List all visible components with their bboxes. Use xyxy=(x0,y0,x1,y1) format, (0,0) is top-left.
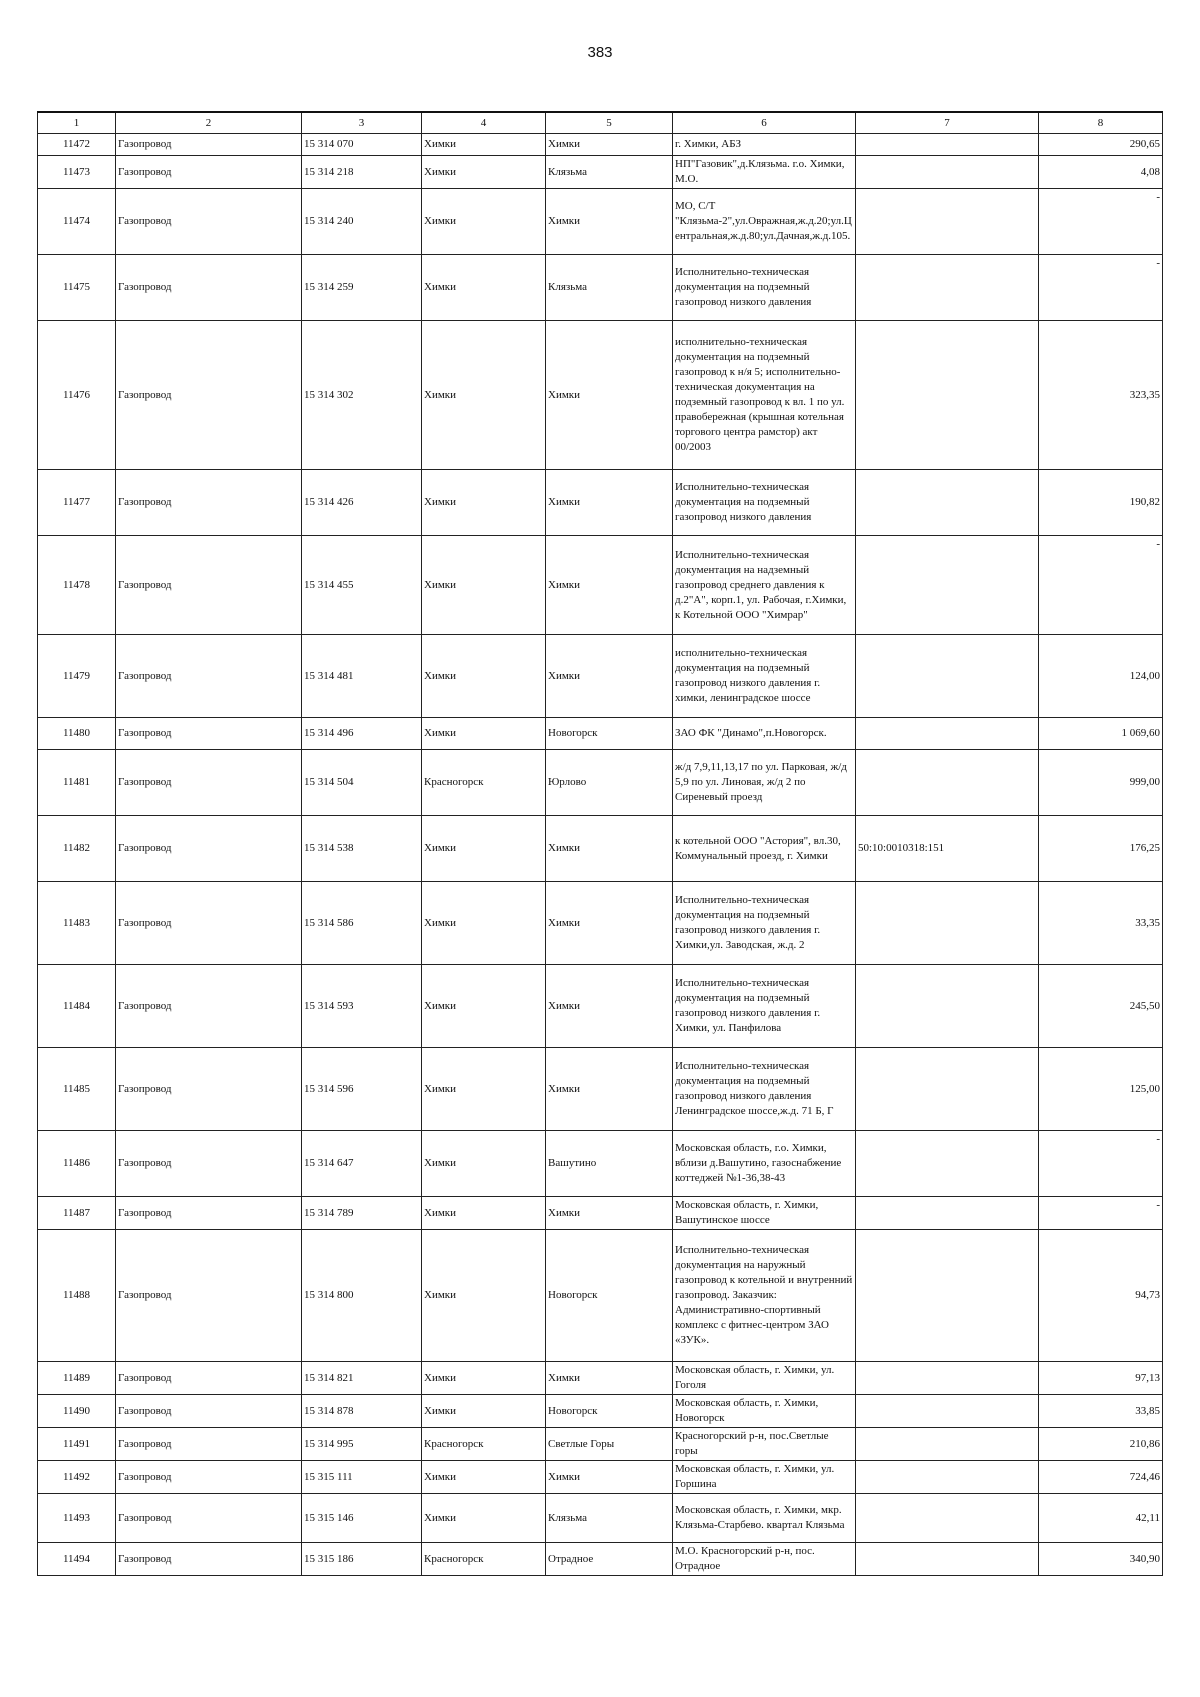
column-header: 4 xyxy=(422,112,546,134)
locality: Клязьма xyxy=(546,1494,673,1543)
row-number: 11494 xyxy=(38,1543,116,1576)
table-row xyxy=(38,1197,1163,1230)
locality: Клязьма xyxy=(546,156,673,189)
object-type: Газопровод xyxy=(116,134,302,156)
address: Исполнительно-техническая документация на подземный газопровод низкого давления г. Химки, ул. Панфилова xyxy=(673,965,856,1048)
district: Химки xyxy=(422,1494,546,1543)
object-code: 15 314 593 xyxy=(302,965,422,1048)
value: 724,46 xyxy=(1039,1461,1163,1494)
column-header: 1 xyxy=(38,112,116,134)
object-type: Газопровод xyxy=(116,750,302,816)
value: 1 069,60 xyxy=(1039,718,1163,750)
district: Химки xyxy=(422,965,546,1048)
object-code: 15 314 218 xyxy=(302,156,422,189)
locality: Химки xyxy=(546,882,673,965)
address: ж/д 7,9,11,13,17 по ул. Парковая, ж/д 5,9 по ул. Линовая, ж/д 2 по Сиреневый проезд xyxy=(673,750,856,816)
column-number-row xyxy=(38,112,1163,134)
object-code: 15 314 496 xyxy=(302,718,422,750)
address: Московская область, г. Химки, ул. Горшина xyxy=(673,1461,856,1494)
cadastral-number xyxy=(856,255,1039,321)
address: Исполнительно-техническая документация на надземный газопровод среднего давления к д.2"А", корп.1, ул. Рабочая, г.Химки, к Котельной ООО "Химрар" xyxy=(673,536,856,635)
object-type: Газопровод xyxy=(116,321,302,470)
address: Московская область, г. Химки, Новогорск xyxy=(673,1395,856,1428)
locality: Новогорск xyxy=(546,718,673,750)
table-row xyxy=(38,255,1163,321)
cadastral-number xyxy=(856,156,1039,189)
row-number: 11489 xyxy=(38,1362,116,1395)
locality: Химки xyxy=(546,189,673,255)
row-number: 11481 xyxy=(38,750,116,816)
column-header: 5 xyxy=(546,112,673,134)
column-header: 6 xyxy=(673,112,856,134)
object-code: 15 314 586 xyxy=(302,882,422,965)
table-row xyxy=(38,1395,1163,1428)
cadastral-number xyxy=(856,1543,1039,1576)
value: 323,35 xyxy=(1039,321,1163,470)
cadastral-number xyxy=(856,189,1039,255)
value: 124,00 xyxy=(1039,635,1163,718)
cadastral-number xyxy=(856,1428,1039,1461)
register-table xyxy=(37,111,1163,1576)
cadastral-number xyxy=(856,1395,1039,1428)
object-code: 15 315 146 xyxy=(302,1494,422,1543)
column-header: 2 xyxy=(116,112,302,134)
locality: Химки xyxy=(546,816,673,882)
cadastral-number xyxy=(856,1461,1039,1494)
district: Красногорск xyxy=(422,750,546,816)
cadastral-number xyxy=(856,1230,1039,1362)
object-type: Газопровод xyxy=(116,255,302,321)
object-code: 15 314 821 xyxy=(302,1362,422,1395)
district: Химки xyxy=(422,816,546,882)
object-code: 15 314 878 xyxy=(302,1395,422,1428)
table-row xyxy=(38,816,1163,882)
address: М.О. Красногорский р-н, пос. Отрадное xyxy=(673,1543,856,1576)
cadastral-number xyxy=(856,134,1039,156)
address: Московская область, г.о. Химки, вблизи д.Вашутино, газоснабжение коттеджей №1-36,38-43 xyxy=(673,1131,856,1197)
object-type: Газопровод xyxy=(116,1362,302,1395)
object-code: 15 314 800 xyxy=(302,1230,422,1362)
object-type: Газопровод xyxy=(116,965,302,1048)
value: - xyxy=(1039,189,1163,255)
cadastral-number xyxy=(856,882,1039,965)
table-row xyxy=(38,470,1163,536)
locality: Химки xyxy=(546,1461,673,1494)
row-number: 11478 xyxy=(38,536,116,635)
district: Химки xyxy=(422,156,546,189)
locality: Вашутино xyxy=(546,1131,673,1197)
locality: Химки xyxy=(546,1362,673,1395)
object-code: 15 314 481 xyxy=(302,635,422,718)
table-row xyxy=(38,1048,1163,1131)
cadastral-number xyxy=(856,321,1039,470)
district: Химки xyxy=(422,321,546,470)
district: Химки xyxy=(422,1395,546,1428)
value: 125,00 xyxy=(1039,1048,1163,1131)
table-row xyxy=(38,189,1163,255)
address: МО, С/Т "Клязьма-2",ул.Овражная,ж.д.20;ул.Центральная,ж.д.80;ул.Дачная,ж.д.105. xyxy=(673,189,856,255)
object-code: 15 315 111 xyxy=(302,1461,422,1494)
row-number: 11474 xyxy=(38,189,116,255)
value: 290,65 xyxy=(1039,134,1163,156)
object-type: Газопровод xyxy=(116,1131,302,1197)
column-header: 3 xyxy=(302,112,422,134)
object-code: 15 314 538 xyxy=(302,816,422,882)
address: Красногорский р-н, пос.Светлые горы xyxy=(673,1428,856,1461)
row-number: 11490 xyxy=(38,1395,116,1428)
address: ЗАО ФК "Динамо",п.Новогорск. xyxy=(673,718,856,750)
locality: Отрадное xyxy=(546,1543,673,1576)
district: Красногорск xyxy=(422,1543,546,1576)
object-type: Газопровод xyxy=(116,1395,302,1428)
locality: Химки xyxy=(546,536,673,635)
table-row xyxy=(38,750,1163,816)
table-row xyxy=(38,1230,1163,1362)
cadastral-number xyxy=(856,1048,1039,1131)
cadastral-number xyxy=(856,635,1039,718)
address: НП"Газовик",д.Клязьма. г.о. Химки, М.О. xyxy=(673,156,856,189)
district: Химки xyxy=(422,1362,546,1395)
object-code: 15 314 504 xyxy=(302,750,422,816)
object-type: Газопровод xyxy=(116,536,302,635)
object-type: Газопровод xyxy=(116,882,302,965)
district: Химки xyxy=(422,1461,546,1494)
cadastral-number xyxy=(856,536,1039,635)
object-code: 15 314 426 xyxy=(302,470,422,536)
locality: Химки xyxy=(546,470,673,536)
district: Химки xyxy=(422,134,546,156)
row-number: 11493 xyxy=(38,1494,116,1543)
object-code: 15 315 186 xyxy=(302,1543,422,1576)
value: 245,50 xyxy=(1039,965,1163,1048)
district: Химки xyxy=(422,470,546,536)
row-number: 11479 xyxy=(38,635,116,718)
object-code: 15 314 647 xyxy=(302,1131,422,1197)
object-code: 15 314 455 xyxy=(302,536,422,635)
locality: Химки xyxy=(546,965,673,1048)
district: Химки xyxy=(422,536,546,635)
row-number: 11473 xyxy=(38,156,116,189)
table-row xyxy=(38,1494,1163,1543)
object-code: 15 314 789 xyxy=(302,1197,422,1230)
object-type: Газопровод xyxy=(116,470,302,536)
cadastral-number xyxy=(856,1197,1039,1230)
cadastral-number xyxy=(856,1131,1039,1197)
cadastral-number xyxy=(856,1362,1039,1395)
address: Исполнительно-техническая документация на подземный газопровод низкого давления xyxy=(673,255,856,321)
object-type: Газопровод xyxy=(116,1543,302,1576)
value: 33,85 xyxy=(1039,1395,1163,1428)
row-number: 11472 xyxy=(38,134,116,156)
district: Химки xyxy=(422,635,546,718)
locality: Клязьма xyxy=(546,255,673,321)
object-type: Газопровод xyxy=(116,1428,302,1461)
value: 94,73 xyxy=(1039,1230,1163,1362)
district: Химки xyxy=(422,1197,546,1230)
district: Красногорск xyxy=(422,1428,546,1461)
row-number: 11491 xyxy=(38,1428,116,1461)
row-number: 11487 xyxy=(38,1197,116,1230)
row-number: 11485 xyxy=(38,1048,116,1131)
row-number: 11482 xyxy=(38,816,116,882)
address: Московская область, г. Химки, ул. Гоголя xyxy=(673,1362,856,1395)
cadastral-number xyxy=(856,750,1039,816)
value: 42,11 xyxy=(1039,1494,1163,1543)
value: 340,90 xyxy=(1039,1543,1163,1576)
row-number: 11483 xyxy=(38,882,116,965)
value: 190,82 xyxy=(1039,470,1163,536)
row-number: 11476 xyxy=(38,321,116,470)
value: 999,00 xyxy=(1039,750,1163,816)
cadastral-number xyxy=(856,470,1039,536)
object-type: Газопровод xyxy=(116,1048,302,1131)
locality: Новогорск xyxy=(546,1395,673,1428)
object-type: Газопровод xyxy=(116,1461,302,1494)
district: Химки xyxy=(422,1230,546,1362)
district: Химки xyxy=(422,1048,546,1131)
address: г. Химки, АБЗ xyxy=(673,134,856,156)
locality: Юрлово xyxy=(546,750,673,816)
cadastral-number: 50:10:0010318:151 xyxy=(856,816,1039,882)
address: исполнительно-техническая документация на подземный газопровод низкого давления г. химки, ленинградское шоссе xyxy=(673,635,856,718)
table-row xyxy=(38,1461,1163,1494)
object-code: 15 314 070 xyxy=(302,134,422,156)
table-row xyxy=(38,321,1163,470)
locality: Химки xyxy=(546,134,673,156)
locality: Химки xyxy=(546,1048,673,1131)
address: исполнительно-техническая документация на подземный газопровод к н/я 5; исполнительно-техническая документация на подземный газопровод к вл. 1 по ул. правобережная (крышная котельная торгового центра рамстор) акт 00/2003 xyxy=(673,321,856,470)
object-type: Газопровод xyxy=(116,1494,302,1543)
row-number: 11475 xyxy=(38,255,116,321)
table-row xyxy=(38,1362,1163,1395)
table-row xyxy=(38,1131,1163,1197)
row-number: 11486 xyxy=(38,1131,116,1197)
table-row xyxy=(38,965,1163,1048)
value: - xyxy=(1039,1131,1163,1197)
value: - xyxy=(1039,255,1163,321)
cadastral-number xyxy=(856,1494,1039,1543)
table-row xyxy=(38,1428,1163,1461)
table-row xyxy=(38,718,1163,750)
value: 176,25 xyxy=(1039,816,1163,882)
table-row xyxy=(38,1543,1163,1576)
object-type: Газопровод xyxy=(116,1197,302,1230)
object-code: 15 314 240 xyxy=(302,189,422,255)
district: Химки xyxy=(422,255,546,321)
object-type: Газопровод xyxy=(116,156,302,189)
locality: Химки xyxy=(546,635,673,718)
district: Химки xyxy=(422,882,546,965)
object-code: 15 314 302 xyxy=(302,321,422,470)
locality: Химки xyxy=(546,321,673,470)
column-header: 7 xyxy=(856,112,1039,134)
address: Московская область, г. Химки, Вашутинское шоссе xyxy=(673,1197,856,1230)
locality: Химки xyxy=(546,1197,673,1230)
object-type: Газопровод xyxy=(116,635,302,718)
row-number: 11480 xyxy=(38,718,116,750)
address: Исполнительно-техническая документация на подземный газопровод низкого давления г. Химки,ул. Заводская, ж.д. 2 xyxy=(673,882,856,965)
cadastral-number xyxy=(856,965,1039,1048)
column-header: 8 xyxy=(1039,112,1163,134)
object-code: 15 314 995 xyxy=(302,1428,422,1461)
table-row xyxy=(38,536,1163,635)
row-number: 11484 xyxy=(38,965,116,1048)
value: 4,08 xyxy=(1039,156,1163,189)
object-code: 15 314 596 xyxy=(302,1048,422,1131)
locality: Светлые Горы xyxy=(546,1428,673,1461)
value: - xyxy=(1039,536,1163,635)
locality: Новогорск xyxy=(546,1230,673,1362)
value: 210,86 xyxy=(1039,1428,1163,1461)
row-number: 11488 xyxy=(38,1230,116,1362)
table-row xyxy=(38,635,1163,718)
district: Химки xyxy=(422,1131,546,1197)
object-type: Газопровод xyxy=(116,718,302,750)
address: к котельной ООО "Астория", вл.30, Коммунальный проезд, г. Химки xyxy=(673,816,856,882)
address: Исполнительно-техническая документация на подземный газопровод низкого давления xyxy=(673,470,856,536)
table-row xyxy=(38,156,1163,189)
value: 97,13 xyxy=(1039,1362,1163,1395)
address: Исполнительно-техническая документация на подземный газопровод низкого давления Ленинградское шоссе,ж.д. 71 Б, Г xyxy=(673,1048,856,1131)
row-number: 11477 xyxy=(38,470,116,536)
object-type: Газопровод xyxy=(116,189,302,255)
district: Химки xyxy=(422,189,546,255)
address: Исполнительно-техническая документация на наружный газопровод к котельной и внутренний газопровод. Заказчик: Административно-спортивный комплекс с фитнес-центром ЗАО «ЗУК». xyxy=(673,1230,856,1362)
district: Химки xyxy=(422,718,546,750)
row-number: 11492 xyxy=(38,1461,116,1494)
object-type: Газопровод xyxy=(116,816,302,882)
table-row xyxy=(38,134,1163,156)
table-row xyxy=(38,882,1163,965)
object-code: 15 314 259 xyxy=(302,255,422,321)
value: - xyxy=(1039,1197,1163,1230)
cadastral-number xyxy=(856,718,1039,750)
value: 33,35 xyxy=(1039,882,1163,965)
page-number: 383 xyxy=(587,44,613,61)
address: Московская область, г. Химки, мкр. Клязьма-Старбево. квартал Клязьма xyxy=(673,1494,856,1543)
object-type: Газопровод xyxy=(116,1230,302,1362)
